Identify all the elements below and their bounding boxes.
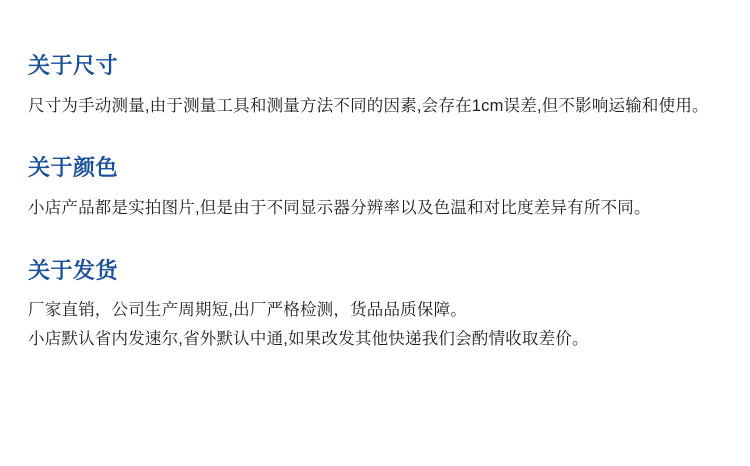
section-about-shipping bbox=[28, 257, 722, 354]
section-title-about-size: 关于尺寸 bbox=[28, 53, 119, 78]
section-about-color bbox=[28, 154, 722, 222]
section-body-about-size bbox=[28, 92, 722, 121]
section-title-about-color: 关于颜色 bbox=[28, 155, 119, 181]
section-body-about-shipping bbox=[28, 296, 722, 354]
section-body-about-color bbox=[28, 194, 722, 223]
paragraph-size-1: 尺寸为手动测量,由于测量工具和测量方法不同的因素,会存在1cm误差,但不影响运输和使用。 bbox=[28, 96, 709, 115]
section-about-size bbox=[28, 52, 722, 120]
paragraph-shipping-1: 厂家直销，公司生产周期短,出厂严格检测，货品品质保障。 bbox=[28, 301, 467, 320]
paragraph-color-1: 小店产品都是实拍图片,但是由于不同显示器分辨率以及色温和对比度差异有所不同。 bbox=[28, 198, 651, 217]
paragraph-shipping-2: 小店默认省内发速尔,省外默认中通,如果改发其他快递我们会酌情收取差价。 bbox=[28, 330, 589, 349]
section-title-about-shipping: 关于发货 bbox=[28, 257, 119, 283]
